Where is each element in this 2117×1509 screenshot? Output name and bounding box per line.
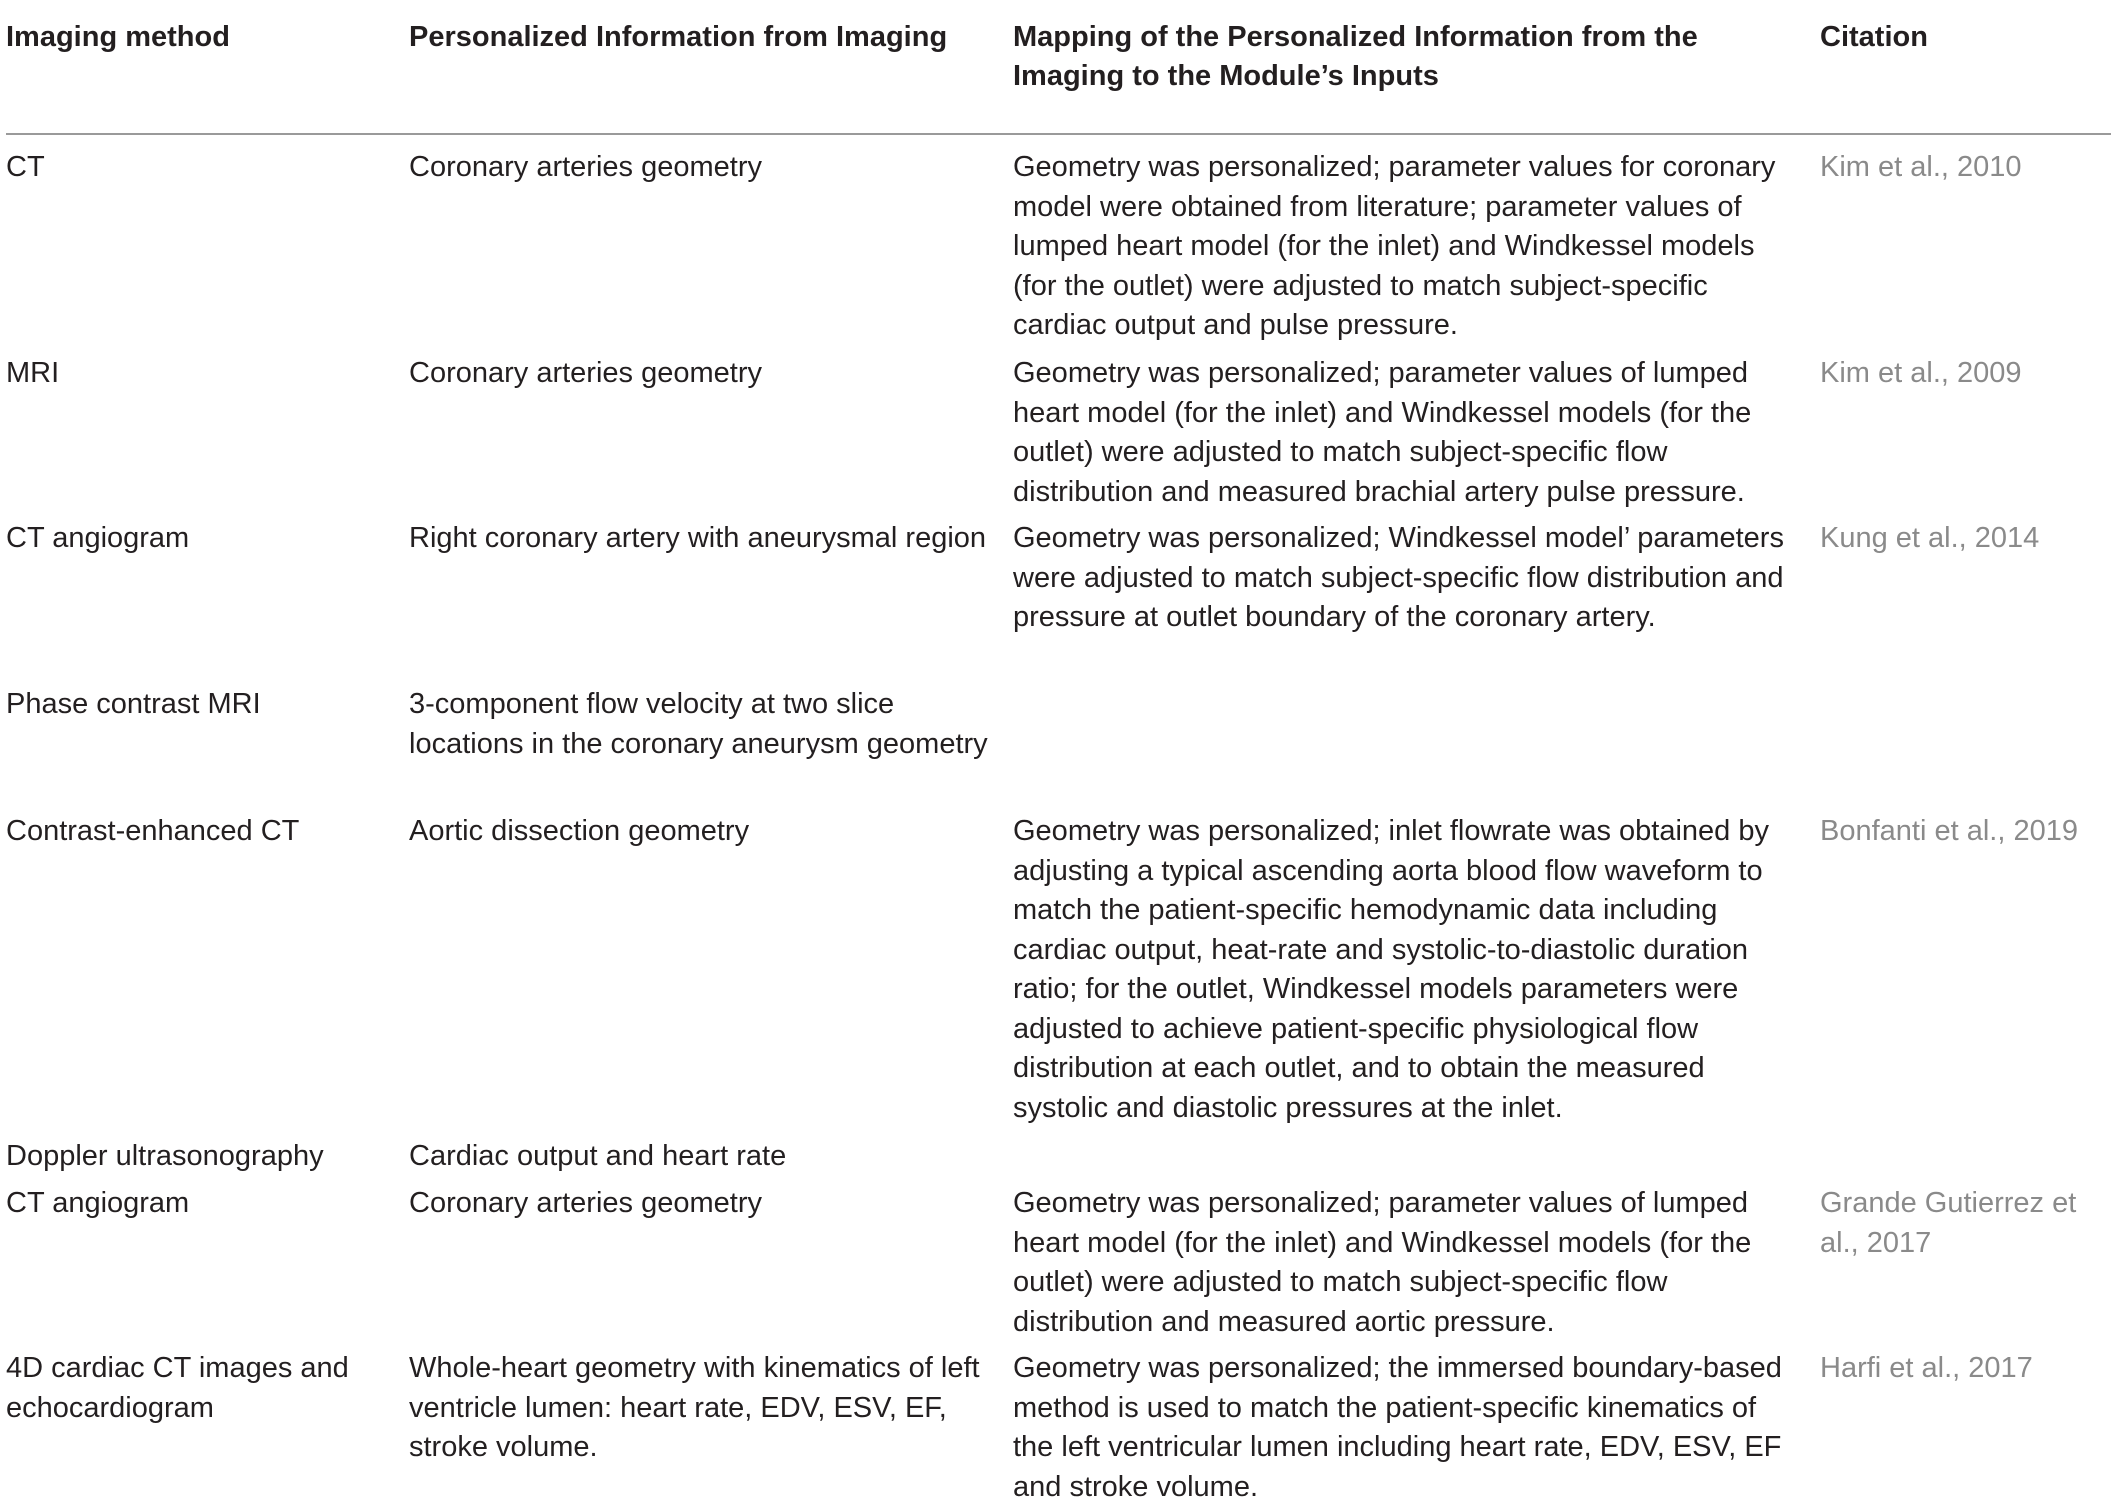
cell-citation[interactable]: Kim et al., 2010 [1820, 151, 2022, 183]
data-table [6, 18, 2111, 1503]
cell-citation[interactable]: Harfi et al., 2017 [1820, 1352, 2033, 1384]
cell-info: Right coronary artery with aneurysmal region [409, 522, 987, 554]
cell-citation[interactable]: Kung et al., 2014 [1820, 522, 2040, 554]
cell-mapping: Geometry was personalized; parameter values of lumped heart model (for the inlet) and Windkessel models (for the outlet) were adjusted to match subject-specific flow distribution and measured aortic pressure. [1013, 1187, 1752, 1338]
cell-method: Phase contrast MRI [6, 688, 261, 720]
cell-mapping: Geometry was personalized; Windkessel model’ parameters were adjusted to match subject-specific flow distribution and pressure at outlet boundary of the coronary artery. [1013, 522, 1784, 633]
table-row [6, 1184, 2111, 1349]
table-row [6, 354, 2111, 519]
table-row [6, 685, 2111, 812]
cell-info: Coronary arteries geometry [409, 1187, 762, 1219]
table-row [6, 1349, 2111, 1509]
table-body [6, 148, 2111, 1509]
table-header [6, 18, 2111, 118]
table-row [6, 812, 2111, 1137]
cell-mapping: Geometry was personalized; the immersed boundary-based method is used to match the patient-specific kinematics of the left ventricular lumen including heart rate, EDV, ESV, EF and stroke volume. [1013, 1352, 1782, 1503]
cell-method: 4D cardiac CT images and echocardiogram [6, 1352, 349, 1424]
header-citation: Citation [1820, 21, 1928, 53]
cell-mapping: Geometry was personalized; inlet flowrate was obtained by adjusting a typical ascending aorta blood flow waveform to match the patient-specific hemodynamic data including cardiac output, heat-rate and systolic-to-diastolic duration ratio; for the outlet, Windkessel models parameters were adjusted to achieve patient-specific physiological flow distribution at each outlet, and to obtain the measured systolic and diastolic pressures at the inlet. [1013, 815, 1769, 1124]
cell-info: 3-component flow velocity at two slice locations in the coronary aneurysm geometry [409, 688, 988, 760]
cell-method: Contrast-enhanced CT [6, 815, 300, 847]
cell-method: Doppler ultrasonography [6, 1140, 324, 1172]
header-imaging-method: Imaging method [6, 21, 230, 53]
table-row [6, 1137, 2111, 1184]
cell-mapping: Geometry was personalized; parameter values of lumped heart model (for the inlet) and Windkessel models (for the outlet) were adjusted to match subject-specific flow distribution and measured brachial artery pulse pressure. [1013, 357, 1752, 508]
cell-method: CT angiogram [6, 522, 190, 554]
cell-mapping: Geometry was personalized; parameter values for coronary model were obtained from literature; parameter values of lumped heart model (for the inlet) and Windkessel models (for the outlet) were adjusted to match subject-specific cardiac output and pulse pressure. [1013, 151, 1776, 341]
cell-info: Coronary arteries geometry [409, 357, 762, 389]
cell-method: CT [6, 151, 45, 183]
table-row [6, 148, 2111, 354]
cell-citation[interactable]: Grande Gutierrez et al., 2017 [1820, 1187, 2077, 1259]
table-row [6, 519, 2111, 685]
header-divider [6, 133, 2111, 135]
cell-info: Whole-heart geometry with kinematics of left ventricle lumen: heart rate, EDV, ESV, EF, stroke volume. [409, 1352, 980, 1463]
cell-info: Cardiac output and heart rate [409, 1140, 787, 1172]
header-mapping: Mapping of the Personalized Information from the Imaging to the Module’s Inputs [1013, 21, 1698, 92]
cell-citation[interactable]: Kim et al., 2009 [1820, 357, 2022, 389]
cell-method: CT angiogram [6, 1187, 190, 1219]
cell-info: Aortic dissection geometry [409, 815, 750, 847]
cell-info: Coronary arteries geometry [409, 151, 762, 183]
cell-method: MRI [6, 357, 60, 389]
cell-citation[interactable]: Bonfanti et al., 2019 [1820, 815, 2078, 847]
header-personalized-info: Personalized Information from Imaging [409, 21, 948, 53]
